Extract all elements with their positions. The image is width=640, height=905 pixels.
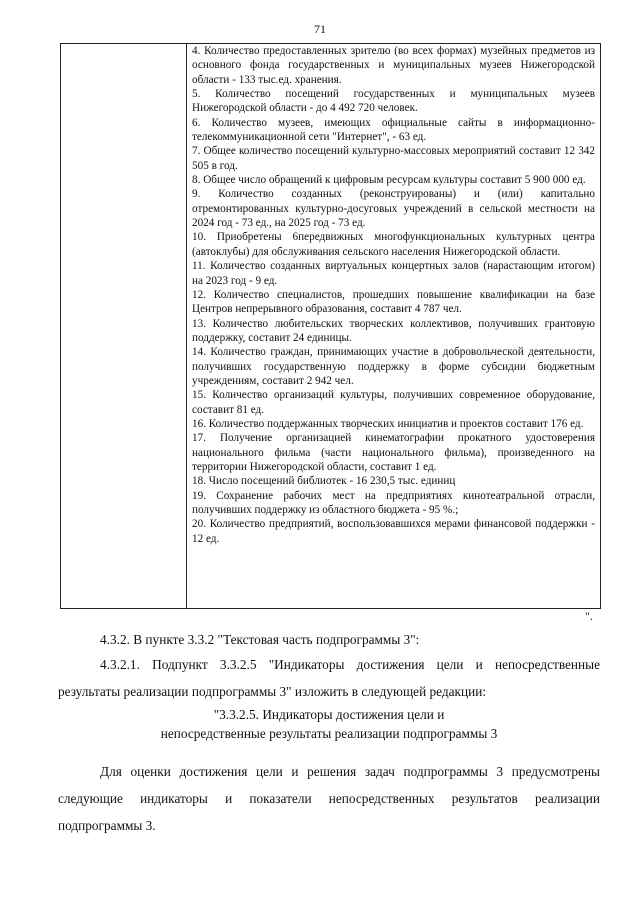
table-item: 4. Количество предоставленных зрителю (во всех формах) музейных предметов из основного фонда государственных и муниципальных музеев Нижегородской области - 133 тыс.ед. хранения. (192, 45, 595, 86)
table-item: 10. Приобретены 6передвижных многофункциональных культурных центра (автоклубы) для обслуживания сельского населения Нижегородской области. (192, 231, 595, 258)
table-item: 14. Количество граждан, принимающих участие в добровольческой деятельности, получивших государственную поддержку в форме субсидии бюджетным учреждениям, составит 2 942 чел. (192, 346, 595, 387)
table-item: 15. Количество организаций культуры, получивших современное оборудование, составит 81 ед. (192, 389, 595, 416)
section-heading-line-2: непосредственные результаты реализации подпрограммы 3 (160, 726, 498, 741)
table-item: 16. Количество поддержанных творческих инициатив и проектов составит 176 ед. (192, 417, 584, 430)
paragraph-4-3-2-1: 4.3.2.1. Подпункт 3.3.2.5 "Индикаторы достижения цели и непосредственные результаты реализации подпрограммы 3" изложить в следующей редакции: (58, 657, 600, 699)
section-heading (58, 705, 600, 743)
table-item: 8. Общее число обращений к цифровым ресурсам культуры составит 5 900 000 ед. (192, 174, 586, 187)
table-item: 18. Число посещений библиотек - 16 230,5 тыс. единиц (192, 475, 456, 488)
indicators-table (60, 43, 601, 609)
table-item: 20. Количество предприятий, воспользовавшихся мерами финансовой поддержки - 12 ед. (192, 518, 595, 545)
section-heading-line-1: "3.3.2.5. Индикаторы достижения цели и (213, 707, 445, 722)
table-item: 6. Количество музеев, имеющих официальные сайты в информационно-телекоммуникационной сети "Интернет", - 63 ед. (192, 116, 595, 144)
paragraph-indicators-intro: Для оценки достижения цели и решения задач подпрограммы 3 предусмотрены следующие индикаторы и показатели непосредственных результатов реализации подпрограммы 3. (58, 764, 600, 833)
paragraph-4-3-2: 4.3.2. В пункте 3.3.2 "Текстовая часть подпрограммы 3": (100, 632, 420, 647)
table-item: 11. Количество созданных виртуальных концертных залов (нарастающим итогом) на 2023 год - 9 ед. (192, 260, 595, 287)
table-item: 19. Сохранение рабочих мест на предприятиях кинотеатральной отрасли, получивших поддержку из областного бюджета - 95 %.; (192, 489, 595, 516)
table-item: 12. Количество специалистов, прошедших повышение квалификации на базе Центров непрерывного образования, составит 4 787 чел. (192, 288, 595, 316)
table-item: 9. Количество созданных (реконструированы) и (или) капитально отремонтированных культурно-досуговых учреждений в сельской местности на 2024 год - 73 ед., на 2025 год - 73 ед. (192, 188, 595, 230)
page-number: 71 (314, 22, 326, 36)
closing-quote: ". (585, 609, 593, 623)
table-item: 5. Количество посещений государственных и муниципальных музеев Нижегородской области - до 4 492 720 человек. (192, 88, 595, 115)
table-cell-results (192, 44, 595, 546)
table-column-divider (186, 44, 187, 608)
table-item: 13. Количество любительских творческих коллективов, получивших грантовую поддержку, составит 24 единицы. (192, 317, 595, 344)
table-item: 17. Получение организацией кинематографии прокатного удостоверения национального фильма (части национального фильма), произведенного на территории Нижегородской области, составит 1 ед. (192, 432, 595, 473)
table-item: 7. Общее количество посещений культурно-массовых мероприятий составит 12 342 505 в год. (192, 145, 595, 172)
